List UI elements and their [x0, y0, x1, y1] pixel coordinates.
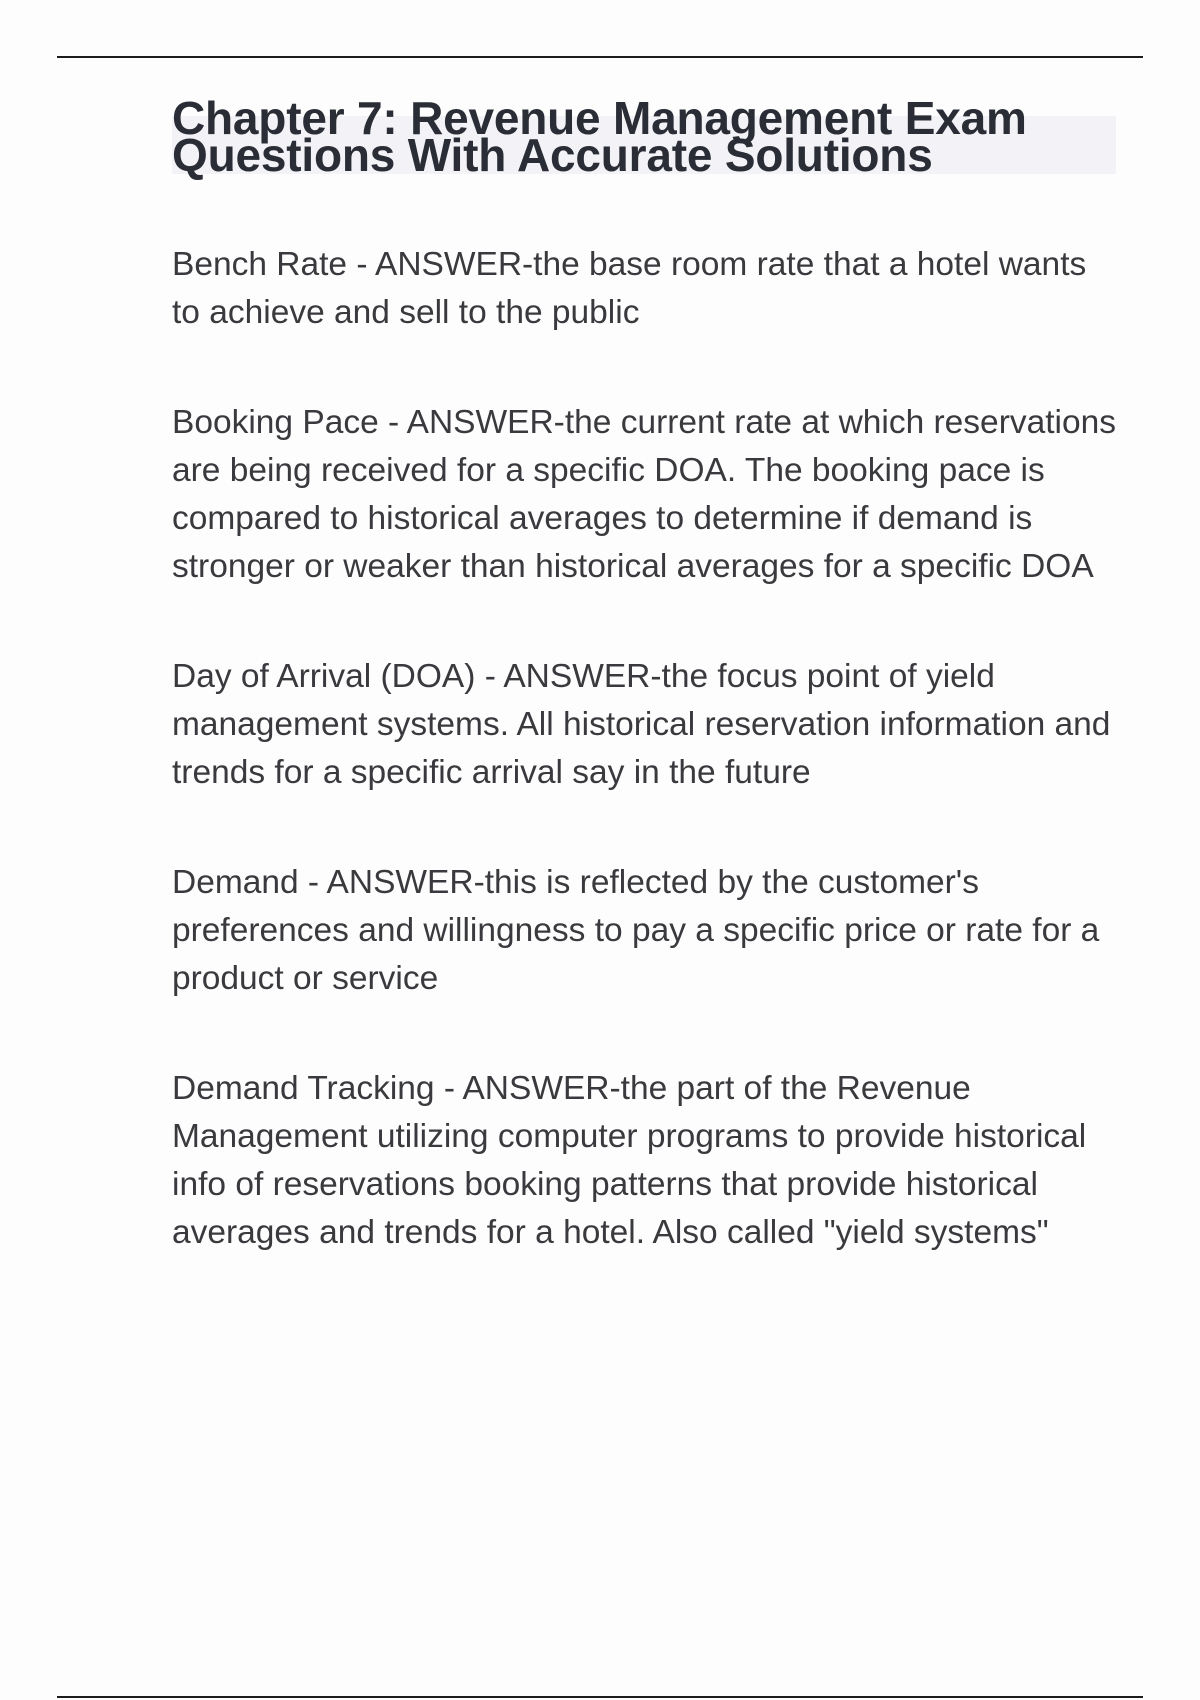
footer-rule [57, 1696, 1143, 1698]
page-title: Chapter 7: Revenue Management Exam Questions With Accurate Solutions [172, 92, 1027, 181]
qa-entry: Bench Rate - ANSWER-the base room rate that a hotel wants to achieve and sell to the public [172, 246, 1087, 331]
qa-entry: Booking Pace - ANSWER-the current rate at which reservations are being received for a specific DOA. The booking pace is compared to historical averages to determine if demand is stronger or weaker than historical averages for a specific DOA [172, 404, 1116, 585]
qa-list [172, 241, 1122, 1319]
header-rule [57, 56, 1143, 58]
qa-entry: Demand Tracking - ANSWER-the part of the Revenue Management utilizing computer programs to provide historical info of reservations booking patterns that provide historical averages and trends for a hotel. Also called "yield systems" [172, 1070, 1087, 1251]
qa-entry: Day of Arrival (DOA) - ANSWER-the focus point of yield management systems. All historical reservation information and trends for a specific arrival say in the future [172, 658, 1111, 791]
qa-entry: Demand - ANSWER-this is reflected by the customer's preferences and willingness to pay a specific price or rate for a product or service [172, 864, 1100, 997]
title-block [172, 92, 1116, 181]
